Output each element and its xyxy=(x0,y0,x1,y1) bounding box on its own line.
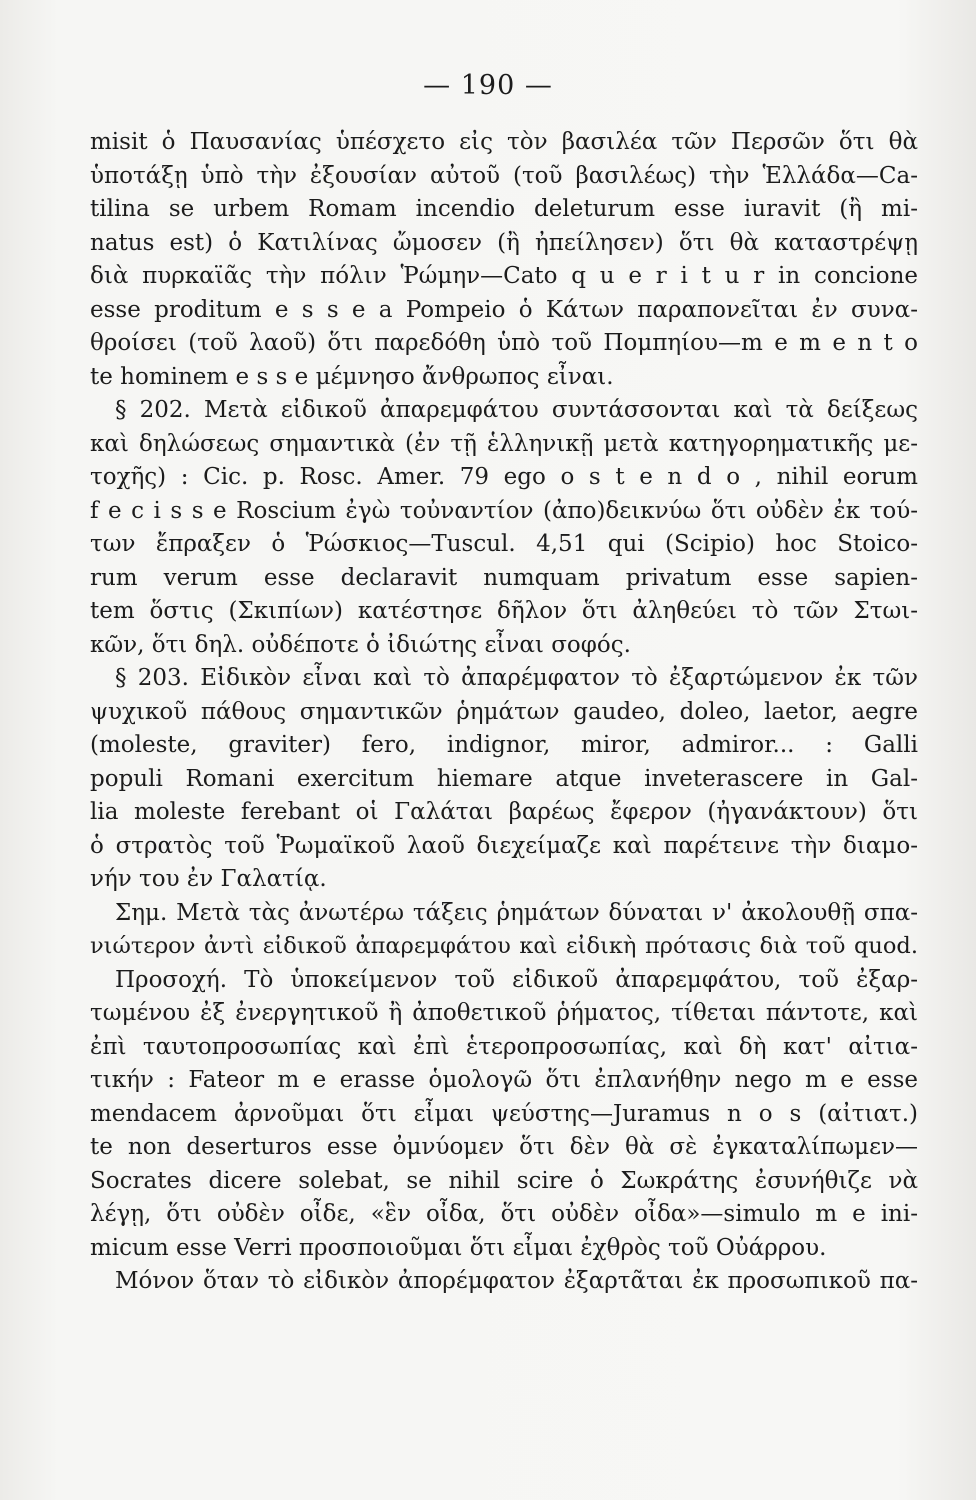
text-line: Socrates dicere solebat, se nihil scire ὁ Σωκράτης ἐσυνήθιζε νὰ xyxy=(90,1167,918,1194)
attention-line: Προσοχή. Τὸ ὑποκείμενον τοῦ εἰδικοῦ ἀπαρεμφάτου, τοῦ ἐξαρ- xyxy=(115,966,918,993)
text-line: lia moleste ferebant οἱ Γαλάται βαρέως ἔφερον (ἠγανάκτουν) ὅτι xyxy=(90,799,918,825)
text-line: misit ὁ Παυσανίας ὑπέσχετο εἰς τὸν βασιλέα τῶν Περσῶν ὅτι θὰ xyxy=(90,129,918,155)
text-line: ὁ στρατὸς τοῦ Ῥωμαϊκοῦ λαοῦ διεχείμαζε καὶ παρέτεινε τὴν διαμο- xyxy=(90,832,918,859)
body-text xyxy=(90,126,918,1299)
text-line: natus est) ὁ Κατιλίνας ὤμοσεν (ἢ ἠπείλησεν) ὅτι θὰ καταστρέψῃ xyxy=(90,229,918,256)
text-line: rum verum esse declaravit numquam privatum esse sapien- xyxy=(90,564,918,591)
note-line: Σημ. Μετὰ τὰς ἀνωτέρω τάξεις ῥημάτων δύναται ν' ἀκολουθῇ σπα- xyxy=(115,899,918,926)
text-line: tilina se urbem Romam incendio deleturum esse iuravit (ἢ mi- xyxy=(90,196,918,222)
text-line: micum esse Verri προσποιοῦμαι ὅτι εἶμαι ἐχθρὸς τοῦ Οὐάρρου. xyxy=(90,1234,827,1261)
text-line: mendacem ἀρνοῦμαι ὅτι εἶμαι ψεύστης—Juramus n o s (αἰτιατ.) xyxy=(90,1100,918,1127)
page-number: — 190 — xyxy=(423,70,553,101)
text-line: τικήν : Fateor m e erasse ὁμολογῶ ὅτι ἐπλανήθην nego m e esse xyxy=(90,1067,918,1093)
text-line: θροίσει (τοῦ λαοῦ) ὅτι παρεδόθη ὑπὸ τοῦ Πομπηίου—m e m e n t o xyxy=(90,330,918,356)
text-line: f e c i s s e Roscium ἐγὼ τοὐναντίον (ἀπο)δεικνύω ὅτι οὐδὲν ἐκ τού- xyxy=(90,497,918,524)
text-line: ψυχικοῦ πάθους σημαντικῶν ῥημάτων gaudeo, doleo, laetor, aegre xyxy=(90,698,918,725)
text-line: ὑποτάξῃ ὑπὸ τὴν ἐξουσίαν αὐτοῦ (τοῦ βασιλέως) τὴν Ἑλλάδα—Ca- xyxy=(90,162,918,189)
text-line: καὶ δηλώσεως σημαντικὰ (ἐν τῇ ἑλληνικῇ μετὰ κατηγορηματικῆς με- xyxy=(90,430,918,457)
text-line: νήν του ἐν Γαλατίᾳ. xyxy=(90,866,327,892)
section-203-heading-line: § 203. Εἰδικὸν εἶναι καὶ τὸ ἀπαρέμφατον τὸ ἐξαρτώμενον ἐκ τῶν xyxy=(115,665,918,691)
text-line: (moleste, graviter) fero, indignor, miror, admiror... : Galli xyxy=(90,732,918,758)
text-line: νιώτερον ἀντὶ εἰδικοῦ ἀπαρεμφάτου καὶ εἰδικὴ πρότασις διὰ τοῦ quod. xyxy=(90,933,918,959)
text-line: te non deserturos esse ὀμνύομεν ὅτι δὲν θὰ σὲ ἐγκαταλίπωμεν— xyxy=(90,1134,918,1160)
text-line: ἐπὶ ταυτοπροσωπίας καὶ ἐπὶ ἑτεροπροσωπίας, καὶ δὴ κατ' αἰτια- xyxy=(90,1033,918,1060)
text-line: esse proditum e s s e a Pompeio ὁ Κάτων παραπονεῖται ἐν συνα- xyxy=(90,296,918,323)
text-line: των ἔπραξεν ὁ Ῥώσκιος—Tuscul. 4,51 qui (Scipio) hoc Stoico- xyxy=(90,531,918,557)
text-line: κῶν, ὅτι δηλ. οὐδέποτε ὁ ἰδιώτης εἶναι σοφός. xyxy=(90,631,631,658)
text-line: τοχῆς) : Cic. p. Rosc. Amer. 79 ego o s t e n d o , nihil eorum xyxy=(90,464,918,490)
text-line: διὰ πυρκαϊᾶς τὴν πόλιν Ῥώμην—Cato q u e r i t u r in concione xyxy=(90,263,918,289)
text-line: te hominem e s s e μέμνησο ἄνθρωπος εἶναι. xyxy=(90,363,614,390)
text-line: τωμένου ἐξ ἐνεργητικοῦ ἢ ἀποθετικοῦ ῥήματος, τίθεται πάντοτε, καὶ xyxy=(90,1000,918,1026)
section-202-heading-line: § 202. Μετὰ εἰδικοῦ ἀπαρεμφάτου συντάσσονται καὶ τὰ δείξεως xyxy=(115,397,918,423)
text-line: λέγῃ, ὅτι οὐδὲν οἶδε, «ἓν οἶδα, ὅτι οὐδὲν οἶδα»—simulo m e ini- xyxy=(90,1201,918,1227)
text-line: Μόνον ὅταν τὸ εἰδικὸν ἀπορέμφατον ἐξαρτᾶται ἐκ προσωπικοῦ πα- xyxy=(115,1268,918,1294)
text-line: populi Romani exercitum hiemare atque inveterascere in Gal- xyxy=(90,765,918,792)
text-line: tem ὅστις (Σκιπίων) κατέστησε δῆλον ὅτι ἀληθεύει τὸ τῶν Στωι- xyxy=(90,598,918,624)
